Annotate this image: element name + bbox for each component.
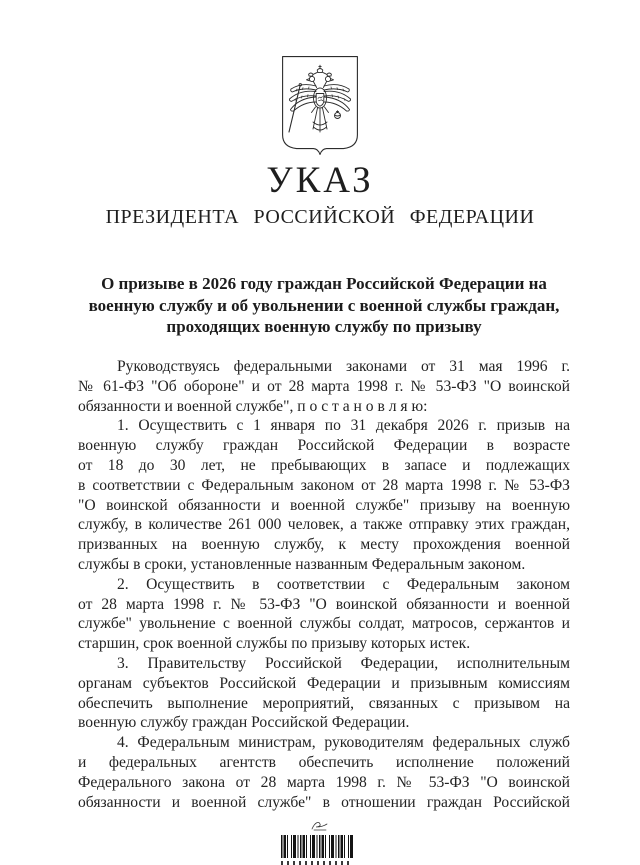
body-line: 2. Осуществить в соответствии с Федеральным законом (117, 575, 570, 593)
body-line: от 28 марта 1998 г. № 53-ФЗ "О воинской обязанности и военной (78, 595, 570, 613)
decree-body (78, 357, 570, 812)
body-line: службе" увольнение с военной службы солдат, матросов, сержантов и (78, 615, 570, 633)
body-line: в соответствии с Федеральным законом от 28 марта 1998 г. № 53-ФЗ (78, 476, 570, 494)
body-line: "О воинской обязанности и военной службе" призыву на военную (78, 496, 570, 514)
body-line: Федерального закона от 28 марта 1998 г. № 53-ФЗ "О воинской (78, 773, 570, 791)
body-line: старшин, срок военной службы по призыву которых истек. (78, 635, 471, 653)
body-line: военную службу граждан Российской Федерации. (78, 714, 410, 732)
body-line: органам субъектов Российской Федерации и призывным комиссиям (78, 674, 570, 692)
body-line: 3. Правительству Российской Федерации, исполнительным (117, 654, 570, 672)
body-line: 4. Федеральным министрам, руководителям федеральных служб (117, 734, 570, 752)
russia-coat-of-arms-icon (281, 56, 359, 157)
decree-title-line: проходящих военную службу по призыву (166, 317, 482, 337)
barcode-icon (281, 835, 353, 858)
body-line: № 61-ФЗ "Об обороне" и от 28 марта 1998 г. № 53-ФЗ "О воинской (78, 377, 570, 395)
barcode-digits (281, 861, 353, 865)
doc-type-heading: УКАЗ (266, 160, 374, 201)
body-line: призванных на военную службу, к месту прохождения военной (78, 536, 570, 554)
handwritten-mark-icon (309, 818, 331, 833)
body-line: службу, в количестве 261 000 человек, а также отправку этих граждан, (78, 516, 570, 534)
body-line: обязанности и военной службе", п о с т а н о в л я ю: (78, 397, 428, 415)
body-line: службы в сроки, установленные названным Федеральным законом. (78, 555, 526, 573)
body-line: обеспечить выполнение мероприятий, связанных с призывом на (78, 694, 570, 712)
body-line: обязанности и военной службе" в отношении граждан Российской (78, 793, 570, 811)
body-line: и федеральных агентств обеспечить исполнение положений (78, 753, 570, 771)
body-line: 1. Осуществить с 1 января по 31 декабря 2026 г. призыв на (117, 417, 570, 435)
body-line: Руководствуясь федеральными законами от 31 мая 1996 г. (117, 358, 570, 375)
decree-title-line: военную службу и об увольнении с военной службы граждан, (88, 295, 560, 315)
decree-title-line: О призыве в 2026 году граждан Российской Федерации на (101, 274, 547, 293)
body-line: военную службу граждан Российской Федерации в возрасте (78, 437, 570, 455)
body-line: от 18 до 30 лет, не пребывающих в запасе и подлежащих (78, 456, 570, 474)
decree-title (78, 273, 570, 338)
issuer-heading: ПРЕЗИДЕНТА РОССИЙСКОЙ ФЕДЕРАЦИИ (105, 206, 535, 228)
